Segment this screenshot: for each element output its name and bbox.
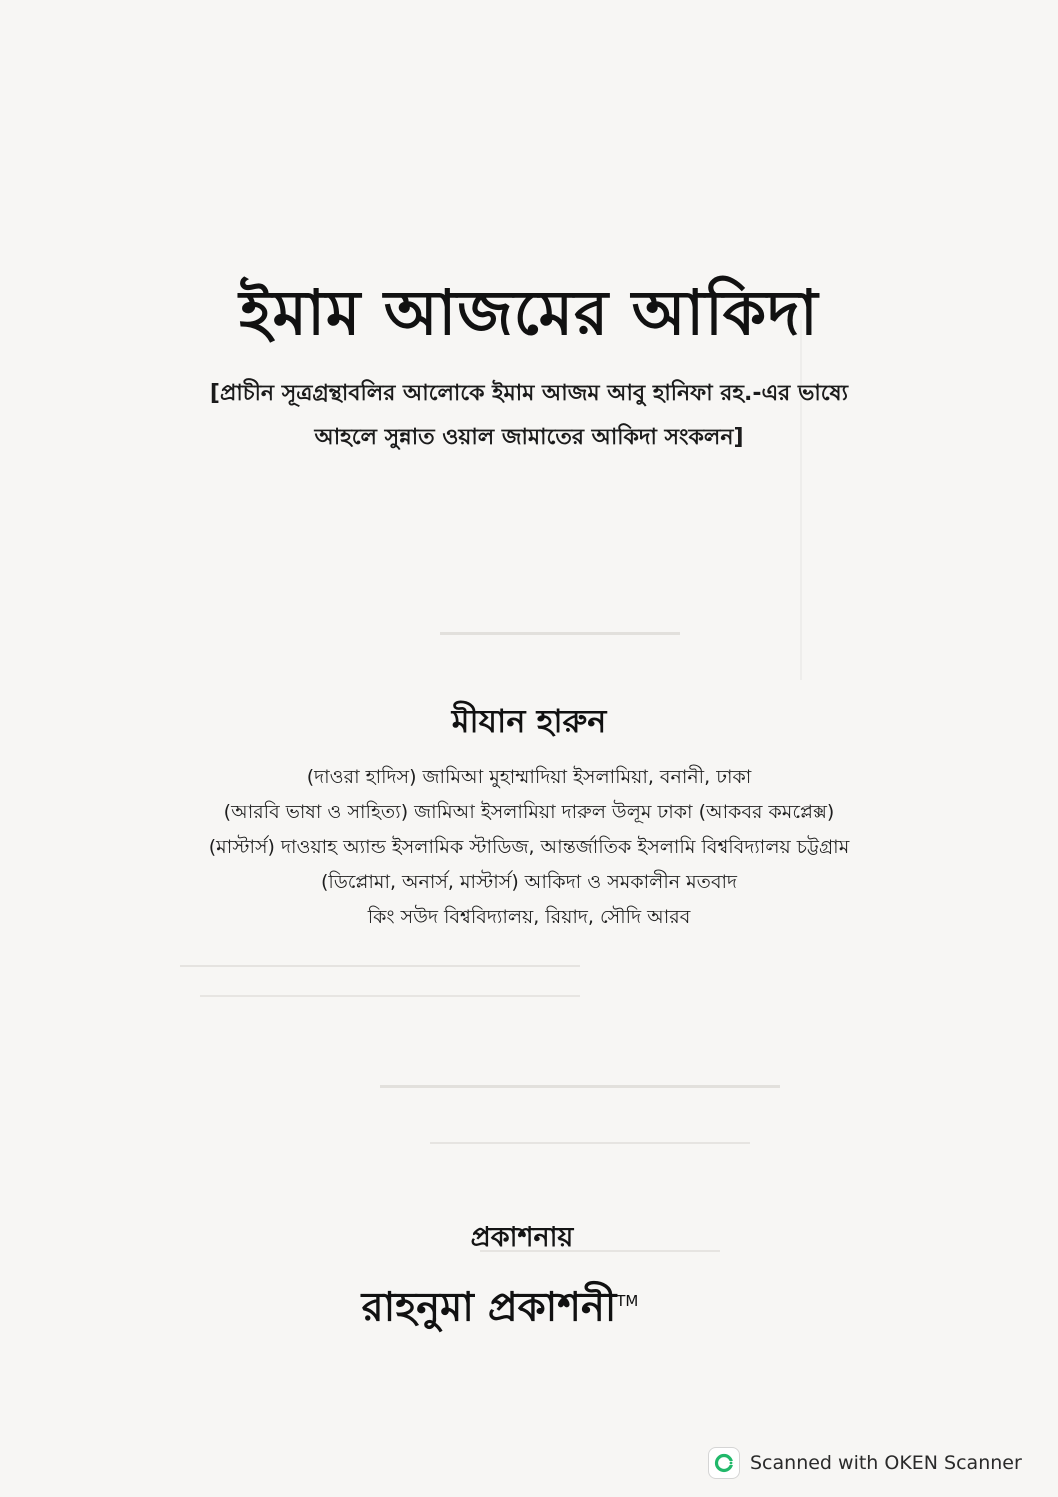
credential-line: (ডিপ্লোমা, অনার্স, মাস্টার্স) আকিদা ও সমকালীন মতবাদ	[320, 871, 738, 893]
subtitle-line: [প্রাচীন সূত্রগ্রন্থাবলির আলোকে ইমাম আজম আবু হানিফা রহ.-এর ভাষ্যে	[209, 381, 849, 406]
bleed-through-texture	[430, 1142, 750, 1144]
author-name: মীযান হারুন	[451, 702, 607, 740]
bleed-through-texture	[180, 965, 580, 967]
author-credentials	[0, 760, 1058, 935]
publisher-name: রাহনুমা প্রকাশনী	[361, 1284, 617, 1331]
trademark-mark: TM	[616, 1292, 639, 1310]
oken-scanner-logo-icon	[708, 1447, 740, 1479]
scanner-watermark-text: Scanned with OKEN Scanner	[750, 1452, 1022, 1474]
bleed-through-texture	[200, 995, 580, 997]
bleed-through-texture	[440, 632, 680, 635]
publisher-name-block	[250, 1272, 750, 1336]
book-subtitle	[0, 372, 1058, 460]
credential-line: (মাস্টার্স) দাওয়াহ অ্যান্ড ইসলামিক স্টাডিজ, আন্তর্জাতিক ইসলামি বিশ্ববিদ্যালয় চট্টগ্রাম	[208, 836, 850, 858]
bleed-through-texture	[380, 1085, 780, 1088]
book-title: ইমাম আজমের আকিদা	[239, 276, 819, 349]
credential-line: কিং সউদ বিশ্ববিদ্যালয়, রিয়াদ, সৌদি আরব	[367, 906, 691, 928]
scanner-watermark	[708, 1446, 1022, 1480]
publisher-label: প্রকাশনায়	[470, 1222, 574, 1253]
credential-line: (আরবি ভাষা ও সাহিত্য) জামিআ ইসলামিয়া দারুল উলূম ঢাকা (আকবর কমপ্লেক্স)	[223, 801, 835, 823]
credential-line: (দাওরা হাদিস) জামিআ মুহাম্মাদিয়া ইসলামিয়া, বনানী, ঢাকা	[306, 766, 752, 788]
subtitle-line: আহলে সুন্নাত ওয়াল জামাতের আকিদা সংকলন]	[314, 425, 744, 450]
